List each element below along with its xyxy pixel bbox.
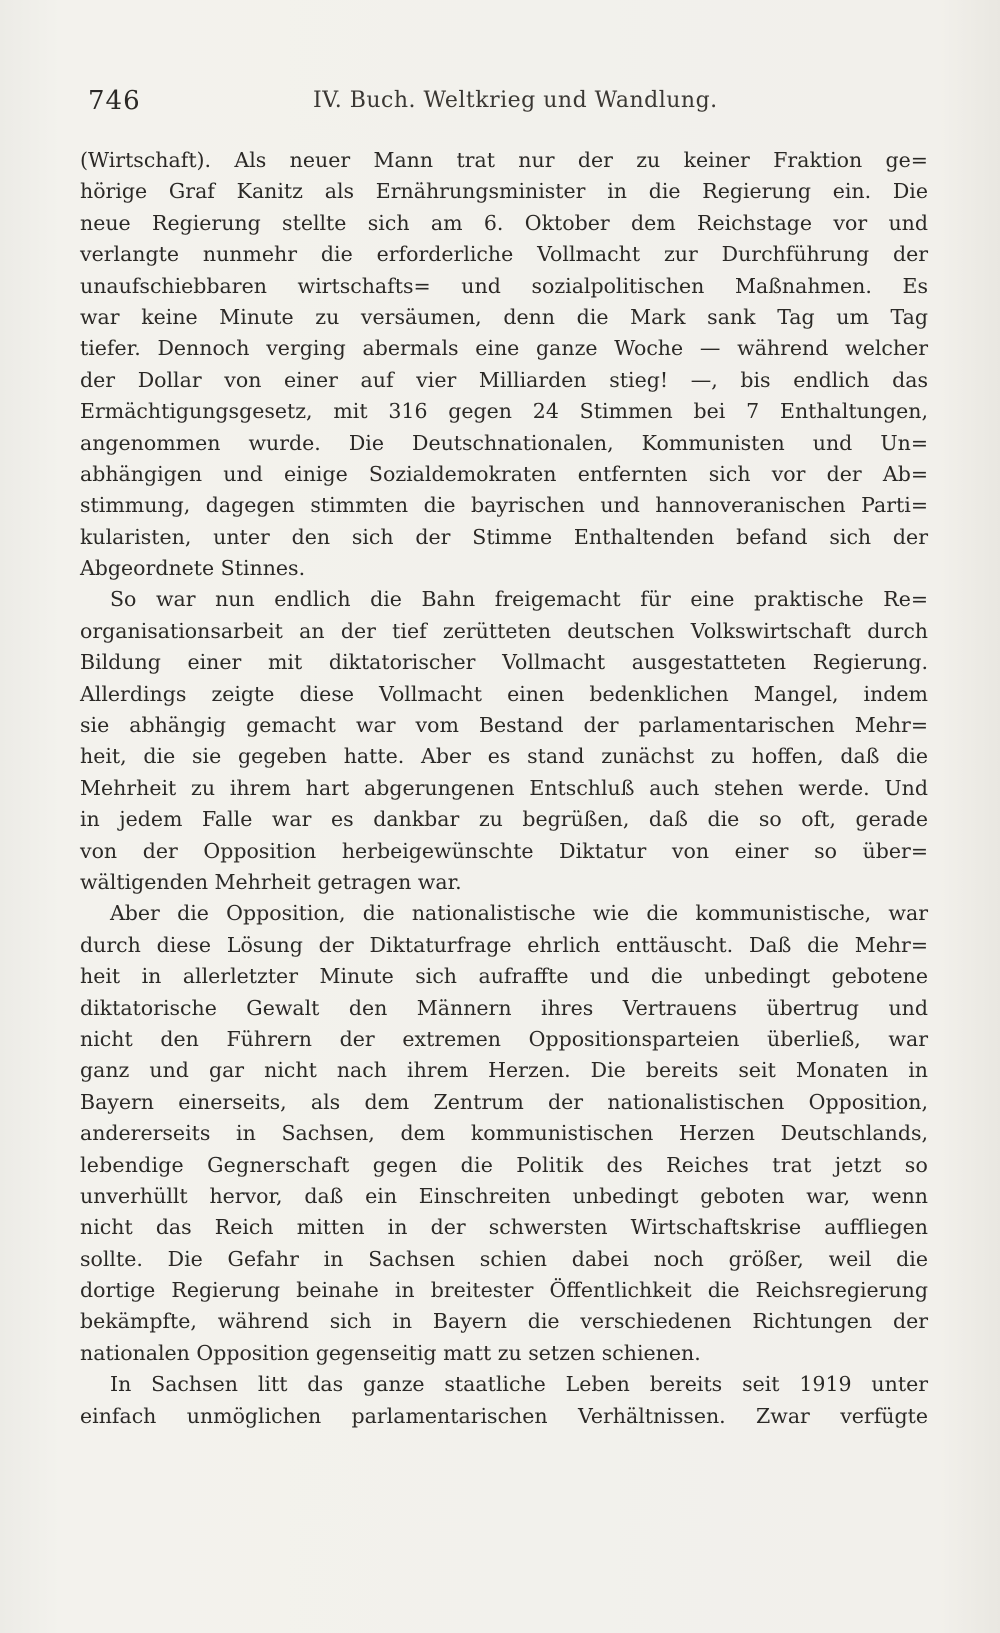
text-line: Bayern einerseits, als dem Zentrum der nationalistischen Opposition,	[80, 1089, 928, 1114]
text-line: Ermächtigungsgesetz, mit 316 gegen 24 Stimmen bei 7 Enthaltungen,	[80, 399, 928, 424]
text-line: heit, die sie gegeben hatte. Aber es stand zunächst zu hoffen, daß die	[80, 744, 928, 769]
text-line: organisationsarbeit an der tief zerütteten deutschen Volkswirtschaft durch	[80, 618, 928, 643]
running-title: IV. Buch. Weltkrieg und Wandlung.	[313, 88, 718, 113]
text-line: Mehrheit zu ihrem hart abgerungenen Entschluß auch stehen werde. Und	[80, 775, 928, 800]
paragraph-start-line: Aber die Opposition, die nationalistische wie die kommunistische, war	[110, 901, 928, 926]
text-body	[80, 145, 928, 1432]
text-line: angenommen wurde. Die Deutschnationalen, Kommunisten und Un=	[80, 430, 928, 455]
text-line: in jedem Falle war es dankbar zu begrüßen, daß die so oft, gerade	[80, 807, 928, 832]
text-line: tiefer. Dennoch verging abermals eine ganze Woche — während welcher	[80, 336, 928, 361]
text-line: heit in allerletzter Minute sich aufraffte und die unbedingt gebotene	[80, 964, 928, 989]
text-line: stimmung, dagegen stimmten die bayrischen und hannoveranischen Parti=	[80, 493, 928, 518]
text-line: kularisten, unter den sich der Stimme Enthaltenden befand sich der	[80, 524, 928, 549]
text-line: unaufschiebbaren wirtschafts= und sozialpolitischen Maßnahmen. Es	[80, 273, 928, 298]
text-line: lebendige Gegnerschaft gegen die Politik des Reiches trat jetzt so	[80, 1152, 928, 1177]
text-line: bekämpfte, während sich in Bayern die verschiedenen Richtungen der	[80, 1309, 928, 1334]
paragraph-end-line: nationalen Opposition gegenseitig matt zu setzen schienen.	[80, 1340, 701, 1365]
text-line: Bildung einer mit diktatorischer Vollmacht ausgestatteten Regierung.	[80, 650, 928, 675]
text-line: einfach unmöglichen parlamentarischen Verhältnissen. Zwar verfügte	[80, 1403, 928, 1428]
text-line: dortige Regierung beinahe in breitester Öffentlichkeit die Reichsregierung	[80, 1278, 928, 1303]
text-line: verlangte nunmehr die erforderliche Vollmacht zur Durchführung der	[80, 242, 928, 267]
paragraph-end-line: wältigenden Mehrheit getragen war.	[80, 869, 462, 894]
text-line: Allerdings zeigte diese Vollmacht einen bedenklichen Mangel, indem	[80, 681, 928, 706]
text-line: ganz und gar nicht nach ihrem Herzen. Die bereits seit Monaten in	[80, 1058, 928, 1083]
text-line: war keine Minute zu versäumen, denn die Mark sank Tag um Tag	[80, 304, 928, 329]
text-line: (Wirtschaft). Als neuer Mann trat nur der zu keiner Fraktion ge=	[80, 148, 928, 172]
page-number: 746	[88, 86, 141, 116]
text-line: abhängigen und einige Sozialdemokraten entfernten sich vor der Ab=	[80, 461, 928, 486]
text-line: andererseits in Sachsen, dem kommunistischen Herzen Deutschlands,	[80, 1121, 928, 1146]
paragraph-start-line: So war nun endlich die Bahn freigemacht für eine praktische Re=	[110, 587, 928, 612]
text-line: neue Regierung stellte sich am 6. Oktober dem Reichstage vor und	[80, 210, 928, 235]
text-line: diktatorische Gewalt den Männern ihres Vertrauens übertrug und	[80, 995, 928, 1020]
text-line: sollte. Die Gefahr in Sachsen schien dabei noch größer, weil die	[80, 1246, 928, 1271]
text-line: nicht den Führern der extremen Oppositionsparteien überließ, war	[80, 1026, 928, 1051]
running-head	[88, 86, 928, 130]
text-line: durch diese Lösung der Diktaturfrage ehrlich enttäuscht. Daß die Mehr=	[80, 932, 928, 957]
text-line: der Dollar von einer auf vier Milliarden stieg! —, bis endlich das	[80, 367, 928, 392]
text-line: nicht das Reich mitten in der schwersten Wirtschaftskrise auffliegen	[80, 1215, 928, 1240]
text-line: von der Opposition herbeigewünschte Diktatur von einer so über=	[80, 838, 928, 863]
text-line: sie abhängig gemacht war vom Bestand der parlamentarischen Mehr=	[80, 713, 928, 738]
text-line: unverhüllt hervor, daß ein Einschreiten unbedingt geboten war, wenn	[80, 1183, 928, 1208]
paragraph-start-line: In Sachsen litt das ganze staatliche Leben bereits seit 1919 unter	[110, 1372, 928, 1397]
text-line: hörige Graf Kanitz als Ernährungsminister in die Regierung ein. Die	[80, 179, 928, 204]
paragraph-end-line: Abgeordnete Stinnes.	[80, 556, 306, 581]
